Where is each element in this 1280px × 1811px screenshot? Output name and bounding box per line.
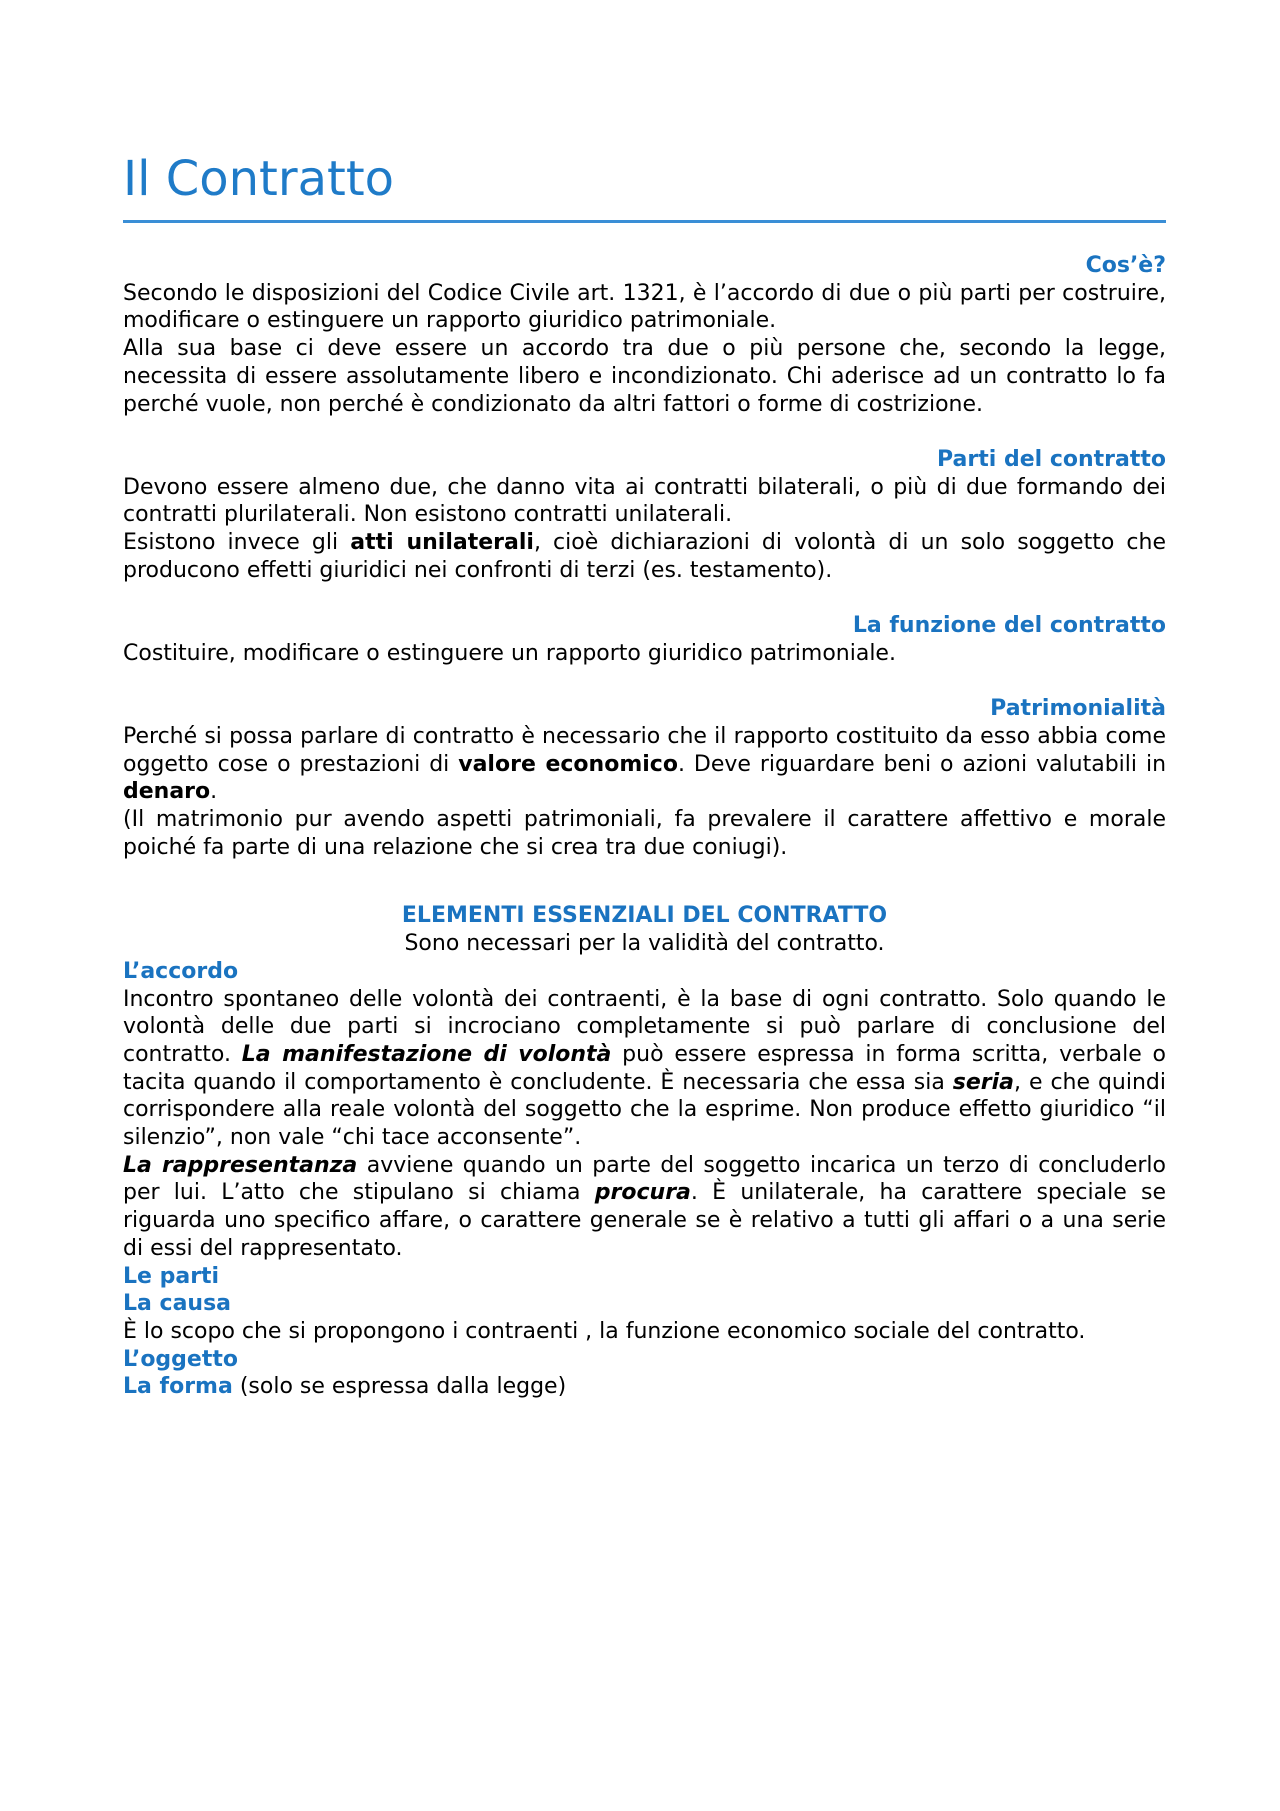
text-run: , e che quindi corrispondere alla reale volontà del soggetto che la esprime. Non produce effetto giuridico “il silenzio”, non vale “chi tace acconsente”. (123, 1069, 1167, 1151)
paragraph (123, 1152, 1166, 1263)
text-run: Perché si possa parlare di contratto è necessario che il rapporto costituito da esso abbia come oggetto cose o prestazioni di (123, 723, 1166, 777)
document-page (123, 148, 1166, 1401)
bold-term: valore economico (458, 751, 678, 777)
heading-patrimonialita: Patrimonialità (990, 696, 1166, 722)
paragraph (123, 723, 1166, 806)
heading-elementi: ELEMENTI ESSENZIALI DEL CONTRATTO (401, 903, 888, 929)
subheading-accordo: L’accordo (123, 958, 239, 984)
document-body (123, 252, 1166, 1401)
paragraph: (Il matrimonio pur avendo aspetti patrimoniali, fa prevalere il carattere affettivo e morale poiché fa parte di una relazione che si crea tra due coniugi). (123, 807, 1166, 860)
heading-parti: Parti del contratto (937, 446, 1166, 472)
subtitle: Sono necessari per la validità del contratto. (404, 931, 885, 957)
heading-cose: Cos’è? (1085, 253, 1166, 278)
paragraph (123, 1373, 1166, 1401)
bold-term: denaro (123, 779, 211, 805)
paragraph: È lo scopo che si propongono i contraenti , la funzione economico sociale del contratto. (123, 1318, 1086, 1344)
subheading-parti: Le parti (123, 1263, 220, 1289)
bold-term: atti unilaterali (350, 530, 534, 556)
paragraph: Alla sua base ci deve essere un accordo tra due o più persone che, secondo la legge, necessita di essere assolutamente libero e incondizionato. Chi aderisce ad un contratto lo fa perché vuole, non perché è condizionato da altri fattori o forme di costrizione. (123, 336, 1166, 417)
text-run: Incontro spontaneo delle volontà dei contraenti, è la base di ogni contratto. Solo quando le volontà delle due parti si incrociano completamente si può parlare di conclusione del contratto. (123, 986, 1166, 1067)
bold-italic-term: La manifestazione di volontà (241, 1041, 612, 1067)
heading-funzione: La funzione del contratto (852, 613, 1166, 639)
paragraph: Secondo le disposizioni del Codice Civile art. 1321, è l’accordo di due o più parti per costruire, modificare o estinguere un rapporto giuridico patrimoniale. (123, 280, 1166, 334)
paragraph: Devono essere almeno due, che danno vita ai contratti bilaterali, o più di due formando dei contratti plurilaterali. Non esistono contratti unilaterali. (123, 474, 1166, 528)
bold-italic-term: seria (952, 1069, 1015, 1095)
page-title: Il Contratto (123, 148, 1166, 223)
text-run: (solo se espressa dalla legge) (232, 1374, 567, 1400)
text-run: . È unilaterale, ha carattere speciale se riguarda uno specifico affare, o carattere generale se è relativo a tutti gli affari o a una serie di essi del rappresentato. (123, 1180, 1166, 1261)
text-run: può essere espressa in forma scritta, verbale o tacita quando il comportamento è concludente. È necessaria che essa sia (123, 1041, 1167, 1095)
text-run: . (210, 779, 218, 805)
text-run: avviene quando un parte del soggetto incarica un terzo di concluderlo per lui. L’atto che stipulano si chiama (123, 1152, 1166, 1206)
paragraph (123, 529, 1166, 584)
subheading-causa: La causa (123, 1291, 232, 1317)
subheading-oggetto: L’oggetto (123, 1346, 238, 1372)
text-run: Esistono invece gli (123, 530, 351, 556)
paragraph: Costituire, modificare o estinguere un rapporto giuridico patrimoniale. (123, 640, 896, 666)
text-run: , cioè dichiarazioni di volontà di un solo soggetto che producono effetti giuridici nei confronti di terzi (es. testamento). (123, 530, 1167, 583)
subheading-forma: La forma (123, 1374, 233, 1400)
text-run: . Deve riguardare beni o azioni valutabili in (677, 751, 1167, 777)
paragraph (123, 986, 1166, 1152)
bold-italic-term: La rappresentanza (123, 1152, 358, 1178)
bold-italic-term: procura (594, 1180, 691, 1206)
